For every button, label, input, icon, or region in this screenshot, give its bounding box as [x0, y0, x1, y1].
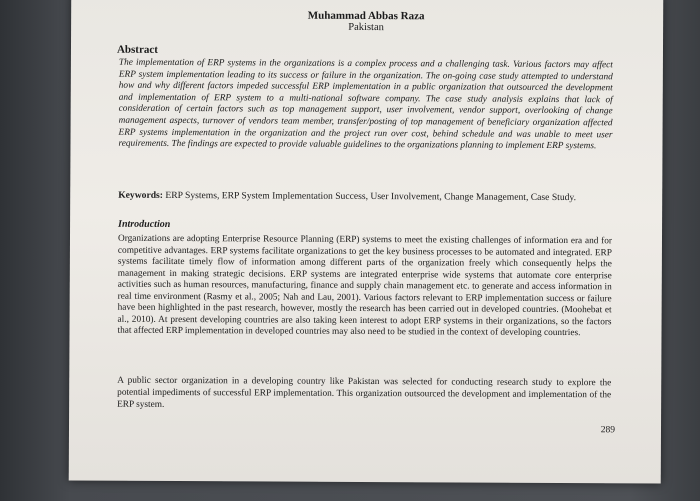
- introduction-paragraph-2: A public sector organization in a developing country like Pakistan was selected for conducting research study to explore the potential impediments of successful ERP implementation. This organization outsourced the development and implementation of the ERP system.: [117, 375, 612, 410]
- introduction-paragraph-1: Organizations are adopting Enterprise Resource Planning (ERP) systems to meet the existing challenges of information era and for competitive advantages. ERP systems facilitate organizations to get the key business processes to be automated and integrated. ERP systems facilitate timely flow of information among different parts of the organization freely which consequently helps the management in making strategic decisions. ERP systems are integrated enterprise wide systems that automate core enterprise activities such as human resources, manufacturing, finance and supply chain management etc. to generate and access information in real time environment (Rasmy et al., 2005; Nah and Lau, 2001). Various factors relevant to ERP implementation success or failure have been highlighted in the past research, however, mostly the research has been carried out in developed countries. (Moohebat et al., 2010). At present developing countries are also taking keen interest to adopt ERP systems in their organizations, so the factors that affected ERP implementation in developed countries may also need to be studied in the context of developing countries.: [117, 233, 613, 339]
- page-number: 289: [600, 425, 616, 436]
- abstract-body: The implementation of ERP systems in the organizations is a complex process and a challenging task. Various factors may affect ERP system implementation leading to its success or failure in the organization. The on-going case study attempted to understand how and why different factors impeded successful ERP implementation in a public organization that outsourced the development and implementation of ERP system to a multi-national software company. The case study analysis explains that lack of consideration of certain factors such as top management support, user involvement, vendor support, overlooking of change management aspects, turnover of vendors team member, transfer/posting of top management of beneficiary organization affected ERP systems implementation in the organization and the project run over cost, behind schedule and was unable to meet user requirements. The findings are expected to provide valuable guidelines to the organizations planning to implement ERP systems.: [118, 57, 613, 152]
- keywords-label: Keywords:: [118, 189, 164, 201]
- introduction-heading: Introduction: [118, 218, 171, 230]
- author-country: Pakistan: [348, 21, 384, 34]
- keywords-text: ERP Systems, ERP System Implementation Success, User Involvement, Change Management, Case Study.: [162, 189, 577, 204]
- author-name: Muhammad Abbas Raza: [307, 9, 425, 23]
- keywords-line: [118, 190, 612, 204]
- abstract-heading: Abstract: [116, 43, 158, 56]
- document-page: [69, 0, 664, 484]
